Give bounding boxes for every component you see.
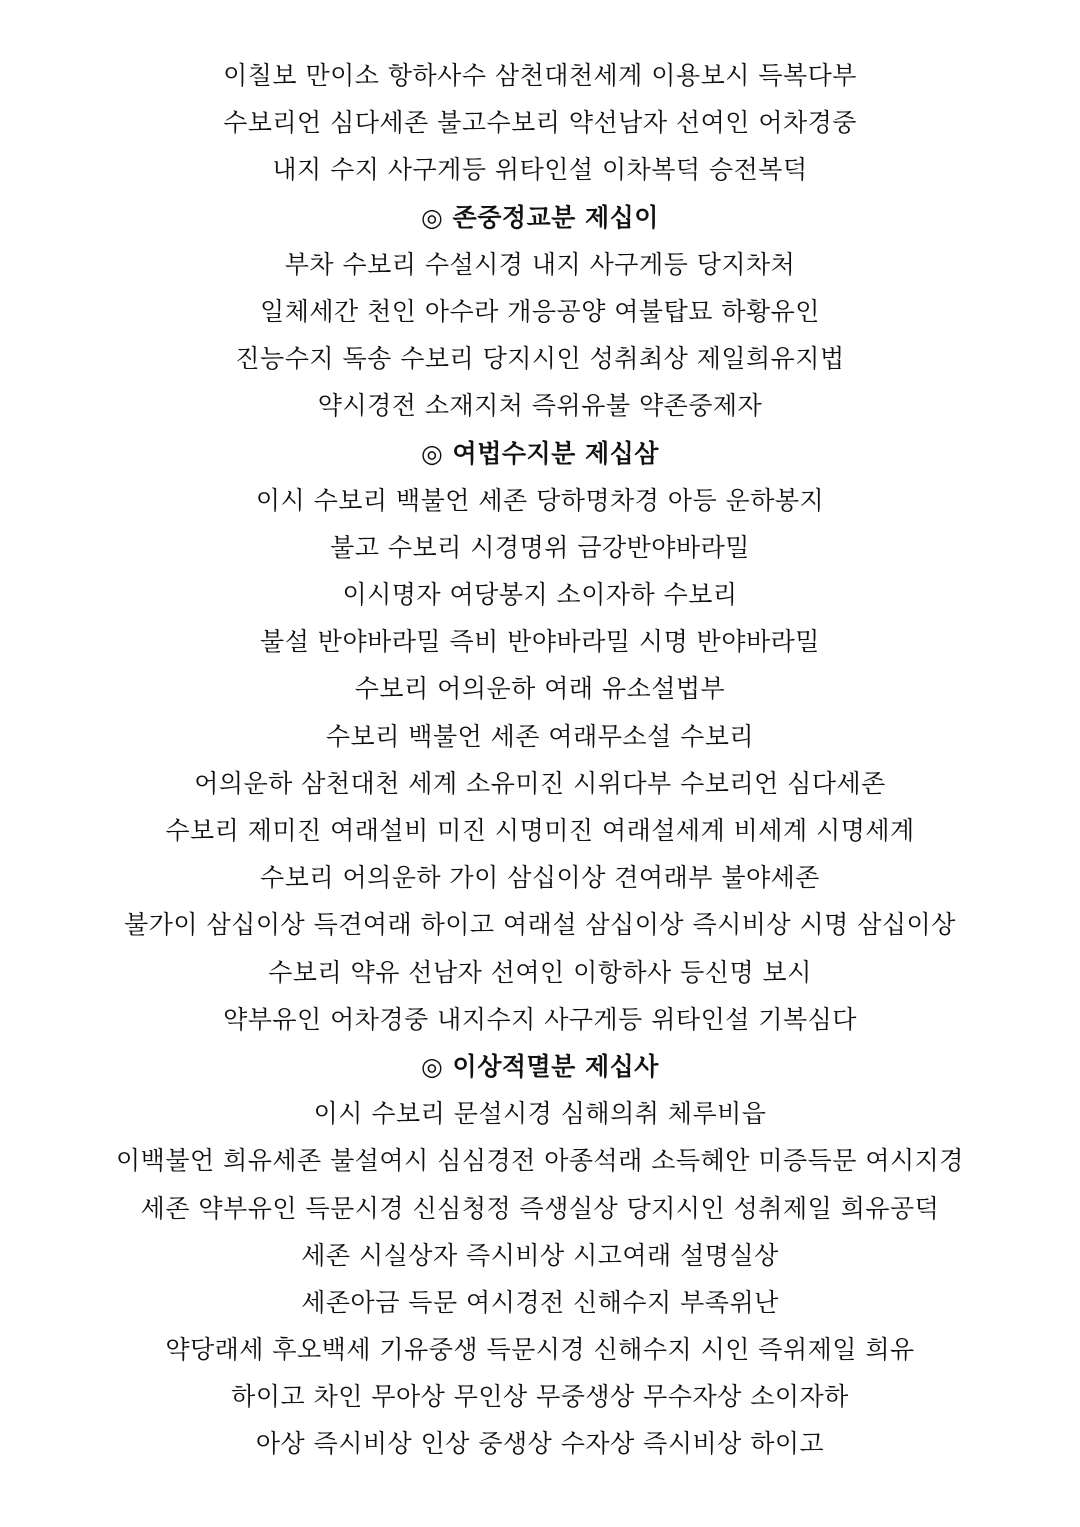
section-heading: ◎ 존중정교분 제십이	[421, 202, 659, 232]
text-line: 불설 반야바라밀 즉비 반야바라밀 시명 반야바라밀	[260, 627, 820, 657]
text-line: 약시경전 소재지처 즉위유불 약존중제자	[317, 391, 763, 421]
text-line: 약당래세 후오백세 기유중생 득문시경 신해수지 시인 즉위제일 희유	[165, 1335, 915, 1365]
text-line: 내지 수지 사구게등 위타인설 이차복덕 승전복덕	[272, 155, 808, 185]
text-line: 부차 수보리 수설시경 내지 사구게등 당지차처	[284, 249, 796, 279]
text-line: 이백불언 희유세존 불설여시 심심경전 아종석래 소득혜안 미증득문 여시지경	[116, 1146, 964, 1176]
text-line: 수보리 약유 선남자 선여인 이항하사 등신명 보시	[268, 957, 812, 987]
text-line: 수보리 제미진 여래설비 미진 시명미진 여래설세계 비세계 시명세계	[165, 816, 915, 845]
text-line: 하이고 차인 무아상 무인상 무중생상 무수자상 소이자하	[231, 1382, 849, 1412]
text-line: 약부유인 어차경중 내지수지 사구게등 위타인설 기복심다	[223, 1004, 857, 1034]
text-line: 이칠보 만이소 항하사수 삼천대천세계 이용보시 득복다부	[223, 61, 857, 90]
text-line: 이시 수보리 백불언 세존 당하명차경 아등 운하봉지	[255, 485, 825, 515]
text-line: 이시명자 여당봉지 소이자하 수보리	[342, 580, 738, 610]
section-heading: ◎ 이상적멸분 제십사	[421, 1051, 659, 1081]
text-line: 수보리언 심다세존 불고수보리 약선남자 선여인 어차경중	[223, 108, 857, 138]
document-page	[0, 52, 1080, 1468]
section-heading: ◎ 여법수지분 제십삼	[421, 438, 659, 468]
text-line: 불고 수보리 시경명위 금강반야바라밀	[330, 532, 750, 562]
text-line: 수보리 어의운하 가이 삼십이상 견여래부 불야세존	[260, 863, 820, 893]
text-line: 어의운하 삼천대천 세계 소유미진 시위다부 수보리언 심다세존	[194, 768, 886, 798]
text-line: 일체세간 천인 아수라 개응공양 여불탑묘 하황유인	[260, 296, 820, 326]
text-line: 불가이 삼십이상 득견여래 하이고 여래설 삼십이상 즉시비상 시명 삼십이상	[124, 910, 956, 940]
text-line: 수보리 어의운하 여래 유소설법부	[354, 674, 726, 704]
text-line: 세존아금 득문 여시경전 신해수지 부족위난	[301, 1287, 779, 1317]
text-line: 진능수지 독송 수보리 당지시인 성취최상 제일희유지법	[235, 344, 845, 374]
text-line: 수보리 백불언 세존 여래무소설 수보리	[325, 721, 755, 751]
text-line: 세존 약부유인 득문시경 신심청정 즉생실상 당지시인 성취제일 희유공덕	[140, 1193, 940, 1223]
text-line: 세존 시실상자 즉시비상 시고여래 설명실상	[301, 1240, 779, 1270]
text-line: 아상 즉시비상 인상 중생상 수자상 즉시비상 하이고	[255, 1429, 825, 1459]
text-line: 이시 수보리 문설시경 심해의취 체루비읍	[313, 1099, 767, 1129]
